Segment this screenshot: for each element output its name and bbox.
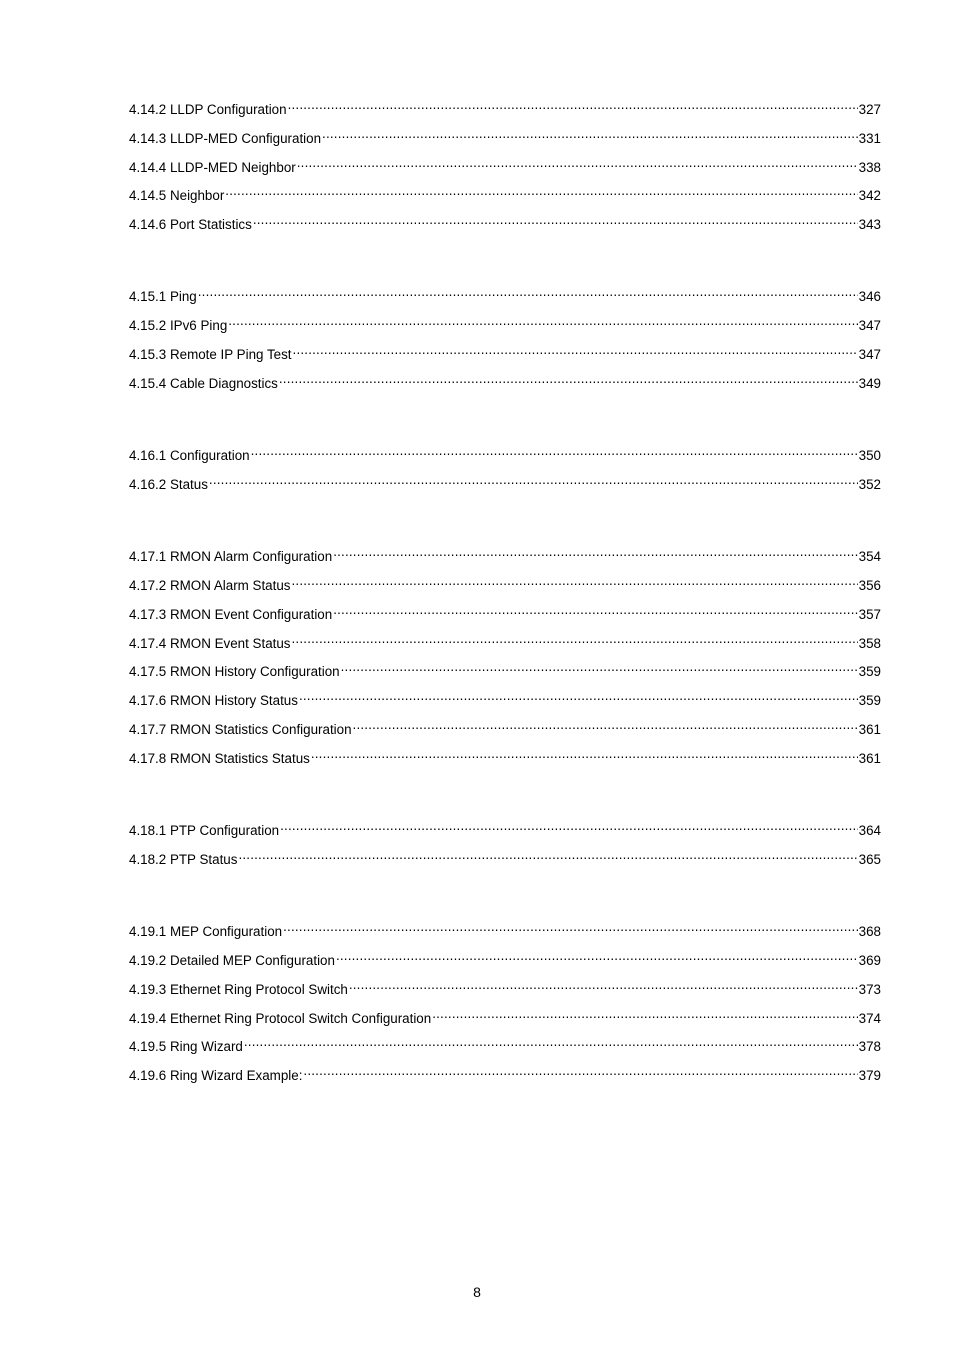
toc-entry[interactable]: [129, 844, 881, 867]
toc-entry-page: 331: [858, 131, 881, 146]
dot-leader: [244, 1031, 858, 1051]
dot-leader: [311, 743, 858, 763]
toc-entry[interactable]: [129, 714, 881, 737]
toc-entry-title: 4.18.1 PTP Configuration: [129, 823, 280, 838]
toc-entry-title: 4.17.4 RMON Event Status: [129, 636, 291, 651]
toc-entry-title: 4.15.3 Remote IP Ping Test: [129, 347, 292, 362]
toc-entry-title: 4.17.6 RMON History Status: [129, 693, 298, 708]
toc-entry-page: 349: [858, 376, 881, 391]
toc-entry[interactable]: [129, 1003, 881, 1026]
toc-entry-page: 379: [858, 1068, 881, 1083]
toc-entry-page: 361: [858, 722, 881, 737]
toc-entry[interactable]: [129, 916, 881, 939]
toc-entry-title: 4.15.4 Cable Diagnostics: [129, 376, 278, 391]
dot-leader: [288, 94, 858, 114]
toc-entry[interactable]: [129, 1060, 881, 1083]
dot-leader: [293, 339, 858, 359]
toc-entry-page: 359: [858, 693, 881, 708]
toc-entry[interactable]: [129, 209, 881, 232]
toc-entry-title: 4.14.5 Neighbor: [129, 188, 225, 203]
dot-leader: [333, 541, 857, 561]
toc-entry-title: 4.14.3 LLDP-MED Configuration: [129, 131, 322, 146]
toc-entry-title: 4.16.1 Configuration: [129, 448, 250, 463]
toc-entry[interactable]: [129, 152, 881, 175]
toc-entry[interactable]: [129, 339, 881, 362]
toc-entry-page: 359: [858, 664, 881, 679]
toc-entry-title: 4.17.8 RMON Statistics Status: [129, 751, 310, 766]
toc-entry[interactable]: [129, 570, 881, 593]
toc-entry-title: 4.14.6 Port Statistics: [129, 217, 252, 232]
dot-leader: [349, 974, 858, 994]
toc-entry[interactable]: [129, 815, 881, 838]
toc-entry-page: 356: [858, 578, 881, 593]
toc-entry-page: 378: [858, 1039, 881, 1054]
toc-entry-title: 4.18.2 PTP Status: [129, 852, 238, 867]
toc-entry-page: 347: [858, 347, 881, 362]
dot-leader: [238, 844, 857, 864]
toc-entry[interactable]: [129, 685, 881, 708]
toc-entry-page: 361: [858, 751, 881, 766]
toc-entry[interactable]: [129, 469, 881, 492]
toc-entry-page: 350: [858, 448, 881, 463]
toc-entry-page: 347: [858, 318, 881, 333]
dot-leader: [292, 628, 858, 648]
toc-entry-title: 4.19.4 Ethernet Ring Protocol Switch Configuration: [129, 1011, 432, 1026]
toc-entry[interactable]: [129, 281, 881, 304]
toc-entry[interactable]: [129, 974, 881, 997]
dot-leader: [322, 123, 858, 143]
toc-entry[interactable]: [129, 656, 881, 679]
dot-leader: [432, 1003, 857, 1023]
toc-entry-page: 338: [858, 160, 881, 175]
toc-entry-page: 346: [858, 289, 881, 304]
toc-entry-page: 354: [858, 549, 881, 564]
toc-entry[interactable]: [129, 123, 881, 146]
toc-entry[interactable]: [129, 440, 881, 463]
dot-leader: [333, 599, 857, 619]
toc-entry-page: 369: [858, 953, 881, 968]
toc-entry-page: 357: [858, 607, 881, 622]
toc-entry-title: 4.15.1 Ping: [129, 289, 197, 304]
dot-leader: [303, 1060, 857, 1080]
toc-entry[interactable]: [129, 599, 881, 622]
toc-entry[interactable]: [129, 541, 881, 564]
toc-entry-title: 4.14.2 LLDP Configuration: [129, 102, 287, 117]
toc-entry-title: 4.17.2 RMON Alarm Status: [129, 578, 291, 593]
toc-entry-title: 4.15.2 IPv6 Ping: [129, 318, 228, 333]
toc-entry-title: 4.19.2 Detailed MEP Configuration: [129, 953, 335, 968]
toc-entry-page: 365: [858, 852, 881, 867]
dot-leader: [198, 281, 858, 301]
toc-entry-title: 4.17.3 RMON Event Configuration: [129, 607, 333, 622]
toc-entry[interactable]: [129, 628, 881, 651]
toc-entry-page: 364: [858, 823, 881, 838]
toc-entry-title: 4.16.2 Status: [129, 477, 208, 492]
dot-leader: [336, 945, 858, 965]
toc-entry-page: 374: [858, 1011, 881, 1026]
toc-entry[interactable]: [129, 180, 881, 203]
dot-leader: [353, 714, 858, 734]
dot-leader: [292, 570, 858, 590]
toc-entry-title: 4.19.6 Ring Wizard Example:: [129, 1068, 303, 1083]
dot-leader: [341, 656, 858, 676]
toc-entry-title: 4.14.4 LLDP-MED Neighbor: [129, 160, 296, 175]
toc-entry-page: 327: [858, 102, 881, 117]
dot-leader: [283, 916, 858, 936]
toc-entry-title: 4.19.5 Ring Wizard: [129, 1039, 243, 1054]
toc-entry-title: 4.17.7 RMON Statistics Configuration: [129, 722, 352, 737]
toc-entry[interactable]: [129, 945, 881, 968]
dot-leader: [280, 815, 858, 835]
dot-leader: [253, 209, 858, 229]
toc-entry-title: 4.19.3 Ethernet Ring Protocol Switch: [129, 982, 348, 997]
dot-leader: [279, 368, 858, 388]
toc-entry-title: 4.19.1 MEP Configuration: [129, 924, 283, 939]
toc-entry[interactable]: [129, 310, 881, 333]
dot-leader: [225, 180, 857, 200]
toc-entry-page: 352: [858, 477, 881, 492]
toc-entry-page: 343: [858, 217, 881, 232]
dot-leader: [297, 152, 858, 172]
toc-entry[interactable]: [129, 368, 881, 391]
toc-entry[interactable]: [129, 94, 881, 117]
toc-entry-page: 368: [858, 924, 881, 939]
toc-entry-title: 4.17.1 RMON Alarm Configuration: [129, 549, 333, 564]
toc-entry[interactable]: [129, 743, 881, 766]
toc-entry-page: 358: [858, 636, 881, 651]
dot-leader: [299, 685, 858, 705]
toc-entry[interactable]: [129, 1031, 881, 1054]
toc-entry-title: 4.17.5 RMON History Configuration: [129, 664, 340, 679]
toc-entry-page: 373: [858, 982, 881, 997]
dot-leader: [228, 310, 857, 330]
page-number: 8: [473, 1284, 481, 1300]
dot-leader: [209, 469, 858, 489]
toc-entry-page: 342: [858, 188, 881, 203]
dot-leader: [251, 440, 858, 460]
